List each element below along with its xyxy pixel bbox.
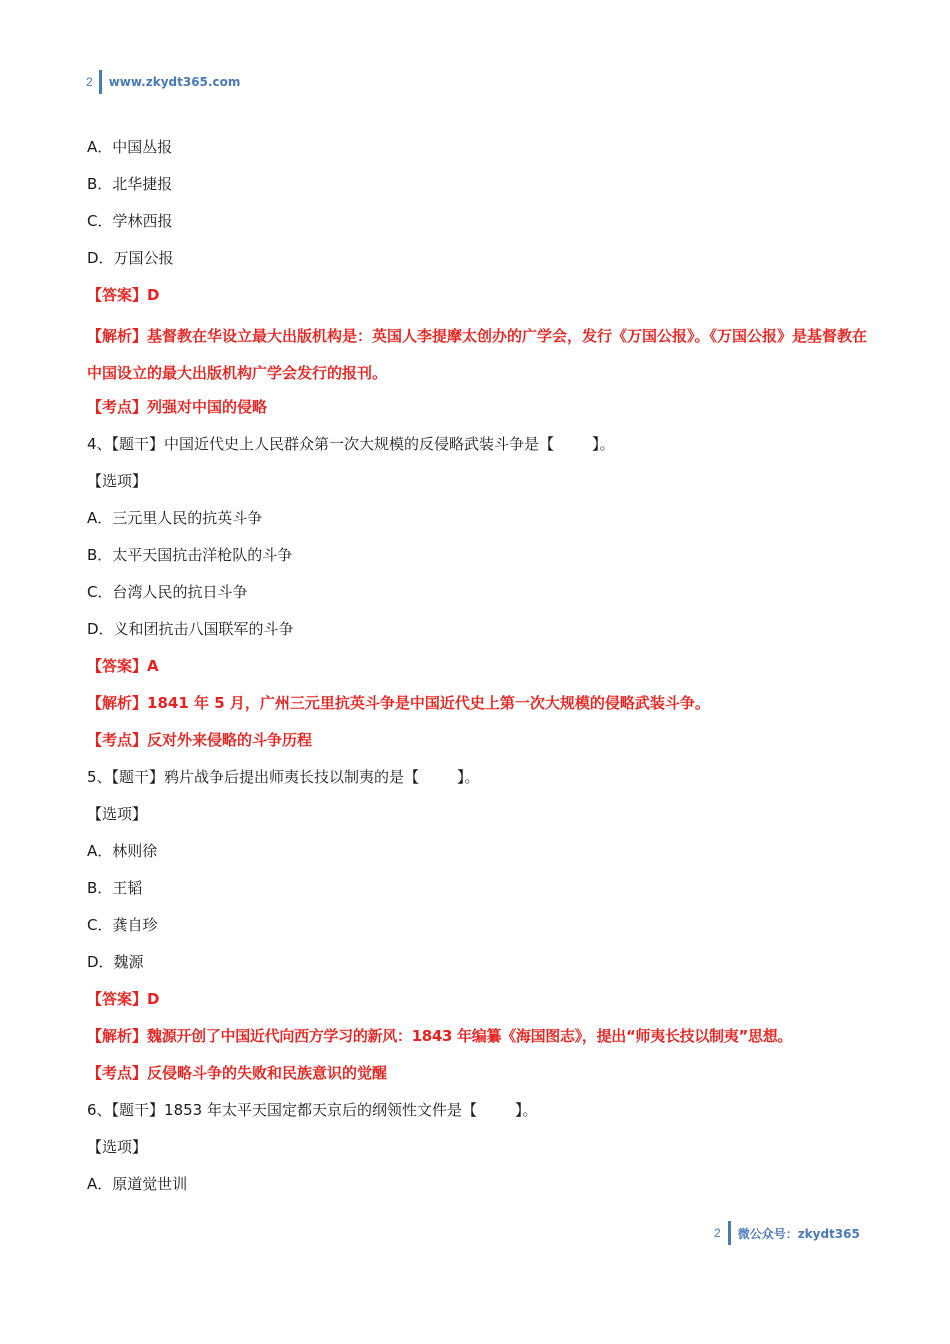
q3-option-c: C．学林西报 — [87, 212, 173, 230]
header-divider — [99, 70, 102, 94]
q5-point — [87, 1059, 877, 1087]
answer-value: A — [147, 657, 159, 675]
q5-analysis — [87, 1022, 877, 1050]
analysis-tag: 【解析】 — [87, 327, 148, 345]
q5-option-c: C．龚自珍 — [87, 916, 158, 934]
q3-option-d: D．万国公报 — [87, 249, 174, 267]
q5-stem — [87, 763, 877, 791]
point-tag: 【考点】 — [87, 398, 148, 416]
footer-wechat-account: 微公众号：zkydt365 — [737, 1226, 860, 1241]
q5-stem-end: 】。 — [457, 768, 480, 786]
answer-tag: 【答案】 — [87, 657, 148, 675]
q5-option-d: D．魏源 — [87, 953, 144, 971]
q4-answer — [87, 652, 877, 680]
q5-option-a: A．林则徐 — [87, 842, 158, 860]
q4-options-tag: 【选项】 — [87, 472, 148, 490]
q6-options-tag: 【选项】 — [87, 1138, 148, 1156]
page-footer — [714, 1221, 860, 1245]
q3-analysis — [87, 318, 877, 392]
answer-tag: 【答案】 — [87, 990, 148, 1008]
analysis-text: 1841 年 5 月，广州三元里抗英斗争是中国近代史上第一次大规模的侵略武装斗争。 — [147, 694, 710, 712]
q6-stem-text: 6、【题干】1853 年太平天国定都天京后的纲领性文件是【 — [87, 1101, 477, 1119]
header-site-link[interactable]: www.zkydt365.com — [108, 75, 241, 89]
q3-point — [87, 393, 877, 421]
q4-stem-end: 】。 — [592, 435, 615, 453]
header-page-number: 2 — [86, 75, 93, 89]
point-text: 反侵略斗争的失败和民族意识的觉醒 — [147, 1064, 388, 1082]
q6-option-a: A．原道觉世训 — [87, 1175, 188, 1193]
q3-option-b: B．北华捷报 — [87, 175, 173, 193]
point-tag: 【考点】 — [87, 731, 148, 749]
q4-stem — [87, 430, 877, 458]
q6-stem-end: 】。 — [515, 1101, 538, 1119]
q4-option-a: A．三元里人民的抗英斗争 — [87, 509, 263, 527]
footer-page-number: 2 — [714, 1226, 721, 1240]
answer-value: D — [147, 286, 160, 304]
q4-stem-text: 4、【题干】中国近代史上人民群众第一次大规模的反侵略武装斗争是【 — [87, 435, 555, 453]
analysis-text: 基督教在华设立最大出版机构是：英国人李提摩太创办的广学会，发行《万国公报》。《万国公报》是基督教在中国设立的最大出版机构广学会发行的报刊。 — [87, 327, 868, 382]
analysis-tag: 【解析】 — [87, 694, 148, 712]
q5-options-tag: 【选项】 — [87, 805, 148, 823]
q4-point — [87, 726, 877, 754]
q3-answer — [87, 281, 877, 309]
q5-option-b: B．王韬 — [87, 879, 143, 897]
q6-stem — [87, 1096, 877, 1124]
analysis-text: 魏源开创了中国近代向西方学习的新风：1843 年编纂《海国图志》，提出“师夷长技以制夷”思想。 — [147, 1027, 793, 1045]
document-body — [87, 133, 877, 1207]
point-text: 反对外来侵略的斗争历程 — [147, 731, 313, 749]
point-text: 列强对中国的侵略 — [147, 398, 268, 416]
q3-option-a: A．中国丛报 — [87, 138, 173, 156]
q4-analysis — [87, 689, 877, 717]
q5-answer — [87, 985, 877, 1013]
q4-option-c: C．台湾人民的抗日斗争 — [87, 583, 248, 601]
footer-divider — [728, 1221, 731, 1245]
q4-option-d: D．义和团抗击八国联军的斗争 — [87, 620, 294, 638]
answer-value: D — [147, 990, 160, 1008]
q4-option-b: B．太平天国抗击洋枪队的斗争 — [87, 546, 293, 564]
page-header — [86, 70, 240, 94]
point-tag: 【考点】 — [87, 1064, 148, 1082]
q5-stem-text: 5、【题干】鸦片战争后提出师夷长技以制夷的是【 — [87, 768, 420, 786]
analysis-tag: 【解析】 — [87, 1027, 148, 1045]
answer-tag: 【答案】 — [87, 286, 148, 304]
